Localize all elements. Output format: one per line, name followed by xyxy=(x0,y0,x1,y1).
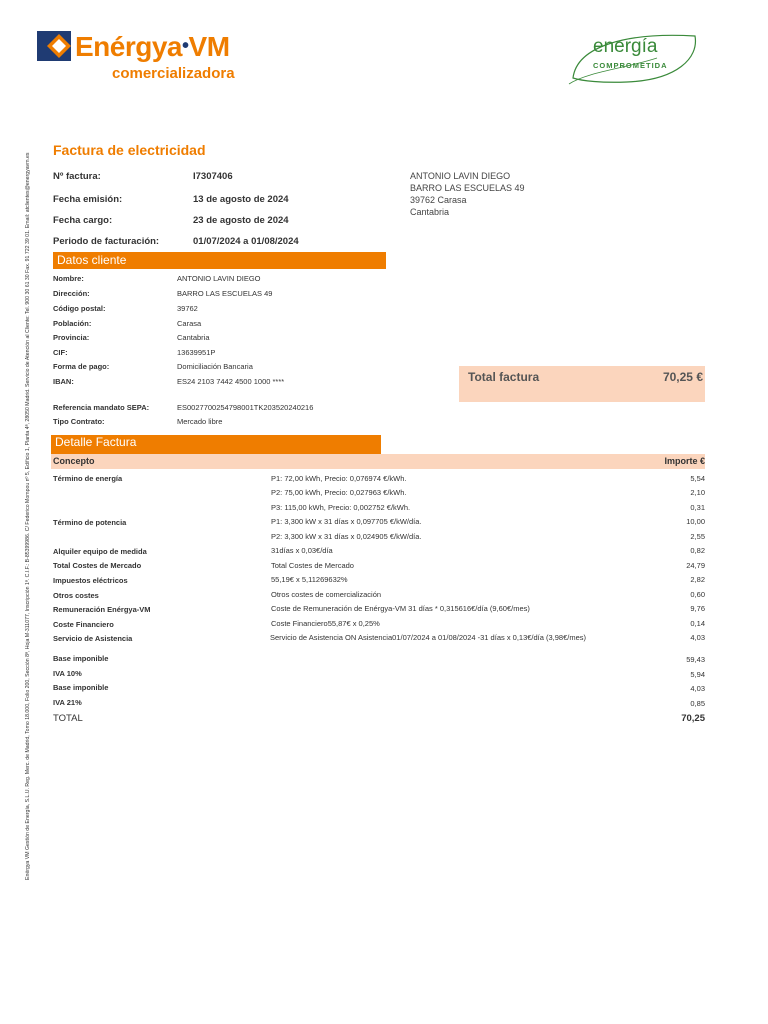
client-value: ES0027700254798001TK203520240216 xyxy=(177,403,314,412)
grand-total-label: TOTAL xyxy=(53,713,83,724)
summary-amount: 4,03 xyxy=(690,684,705,693)
badge-line1: energía xyxy=(593,36,658,57)
detail-row-desc: P1: 3,300 kW x 31 días x 0,097705 €/kW/día. xyxy=(271,517,422,526)
detail-row-desc: Otros costes de comercialización xyxy=(271,590,382,599)
detail-row-desc: P1: 72,00 kWh, Precio: 0,076974 €/kWh. xyxy=(271,474,407,483)
client-label: Forma de pago: xyxy=(53,362,110,371)
brand-suffix: VM xyxy=(188,31,230,62)
grand-total-amount: 70,25 xyxy=(681,713,705,724)
address-line: Cantabria xyxy=(410,207,450,217)
detail-table-header xyxy=(51,454,705,469)
summary-label: Base imponible xyxy=(53,683,109,692)
client-value: Domiciliación Bancaria xyxy=(177,362,253,371)
detail-row-amount: 5,54 xyxy=(690,474,705,483)
client-label: Tipo Contrato: xyxy=(53,417,105,426)
concept-column-header: Concepto xyxy=(53,456,95,466)
invoice-number-label: Nº factura: xyxy=(53,171,101,182)
invoice-number-value: I7307406 xyxy=(193,171,233,182)
client-label: Nombre: xyxy=(53,274,84,283)
summary-label: IVA 10% xyxy=(53,669,82,678)
charge-date-label: Fecha cargo: xyxy=(53,215,113,226)
client-label: IBAN: xyxy=(53,377,74,386)
legal-side-text: Enérgya VM Gestión de Energía, S.L.U. Reg. Merc. de Madrid, Tomo 18.000, Folio 200, Sección 8ª, Hoja M-311077, Inscripción 1ª. C.I.F.: B-85399986. C/ Federico Mompou nº 5, Edificio 1, Planta 4ª, 28050 Madrid. Servicio de Atención al Cliente: Tel. 900 30 61 30 Fax. 91 722 39 01. Email: atclientes@energyavm.es xyxy=(25,152,31,880)
detail-row-amount: 0,60 xyxy=(690,590,705,599)
detail-row-amount: 2,82 xyxy=(690,575,705,584)
detail-row-desc: Servicio de Asistencia ON Asistencia01/07/2024 a 01/08/2024 -31 días x 0,13€/día (3,98€/mes) xyxy=(270,633,587,642)
detail-row-desc: P2: 3,300 kW x 31 días x 0,024905 €/kW/día. xyxy=(271,532,422,541)
detail-row-desc: P3: 115,00 kWh, Precio: 0,002752 €/kWh. xyxy=(271,503,411,512)
detail-row-desc: 31días x 0,03€/día xyxy=(271,546,333,555)
client-value: ES24 2103 7442 4500 1000 **** xyxy=(177,377,285,386)
summary-label: IVA 21% xyxy=(53,698,82,707)
detail-row-label: Servicio de Asistencia xyxy=(53,634,133,643)
client-value: BARRO LAS ESCUELAS 49 xyxy=(177,289,273,298)
client-value: Cantabria xyxy=(177,333,210,342)
charge-date-value: 23 de agosto de 2024 xyxy=(193,215,289,226)
brand-logo xyxy=(37,31,277,87)
detail-row-label: Coste Financiero xyxy=(53,620,114,629)
detail-row-desc: Coste Financiero55,87€ x 0,25% xyxy=(271,619,380,628)
total-invoice-box xyxy=(459,366,705,402)
detail-row-label: Alquiler equipo de medida xyxy=(53,547,147,556)
detail-row-amount: 2,10 xyxy=(690,488,705,497)
detail-row-amount: 0,14 xyxy=(690,619,705,628)
issue-date-label: Fecha emisión: xyxy=(53,194,123,205)
brand-diamond-icon xyxy=(37,31,71,65)
brand-name: Enérgya xyxy=(75,31,182,62)
detail-row-label: Término de energía xyxy=(53,474,123,483)
detail-row-label: Impuestos eléctricos xyxy=(53,576,128,585)
address-line: 39762 Carasa xyxy=(410,195,467,205)
address-line: ANTONIO LAVIN DIEGO xyxy=(410,171,511,181)
total-invoice-value: 70,25 € xyxy=(662,370,703,384)
brand-separator: • xyxy=(182,35,189,57)
summary-amount: 0,85 xyxy=(690,699,705,708)
detail-row-desc: Total Costes de Mercado xyxy=(271,561,354,570)
page-title: Factura de electricidad xyxy=(53,142,206,158)
detail-row-amount: 0,82 xyxy=(690,546,705,555)
detail-row-amount: 10,00 xyxy=(686,517,705,526)
client-label: Referencia mandato SEPA: xyxy=(53,403,150,412)
client-value: Carasa xyxy=(177,319,202,328)
client-label: CIF: xyxy=(53,348,68,357)
recipient-address xyxy=(410,170,525,218)
total-invoice-label: Total factura xyxy=(468,370,540,384)
amount-column-header: Importe € xyxy=(664,456,705,466)
detail-row-desc: 55,19€ x 5,11269632% xyxy=(271,575,348,584)
detail-row-label: Total Costes de Mercado xyxy=(53,561,142,570)
summary-label: Base imponible xyxy=(53,654,109,663)
billing-period-label: Periodo de facturación: xyxy=(53,236,160,247)
detail-row-amount: 4,03 xyxy=(690,633,705,642)
badge-line2: COMPROMETIDA xyxy=(593,61,668,70)
detail-row-amount: 24,79 xyxy=(686,561,705,570)
billing-period-value: 01/07/2024 a 01/08/2024 xyxy=(193,236,299,247)
detail-row-amount: 0,31 xyxy=(690,503,705,512)
issue-date-value: 13 de agosto de 2024 xyxy=(193,194,289,205)
detail-row-amount: 9,76 xyxy=(690,604,705,613)
detail-row-desc: P2: 75,00 kWh, Precio: 0,027963 €/kWh. xyxy=(271,488,407,497)
brand-subtitle: comercializadora xyxy=(112,65,235,82)
client-section-header: Datos cliente xyxy=(53,252,386,269)
client-label: Provincia: xyxy=(53,333,90,342)
detail-section-header: Detalle Factura xyxy=(51,435,381,454)
client-label: Población: xyxy=(53,319,92,328)
detail-row-desc: Coste de Remuneración de Enérgya-VM 31 días * 0,315616€/día (9,60€/mes) xyxy=(271,604,530,613)
address-line: BARRO LAS ESCUELAS 49 xyxy=(410,183,525,193)
client-value: 39762 xyxy=(177,304,198,313)
client-value: 13639951P xyxy=(177,348,216,357)
detail-row-label: Término de potencia xyxy=(53,518,127,527)
detail-row-amount: 2,55 xyxy=(690,532,705,541)
detail-row-label: Otros costes xyxy=(53,591,99,600)
client-label: Dirección: xyxy=(53,289,90,298)
client-value: ANTONIO LAVIN DIEGO xyxy=(177,274,261,283)
detail-row-label: Remuneración Enérgya-VM xyxy=(53,605,151,614)
summary-amount: 59,43 xyxy=(686,655,705,664)
summary-amount: 5,94 xyxy=(690,670,705,679)
client-label: Código postal: xyxy=(53,304,106,313)
client-value: Mercado libre xyxy=(177,417,223,426)
energia-badge xyxy=(567,28,707,86)
